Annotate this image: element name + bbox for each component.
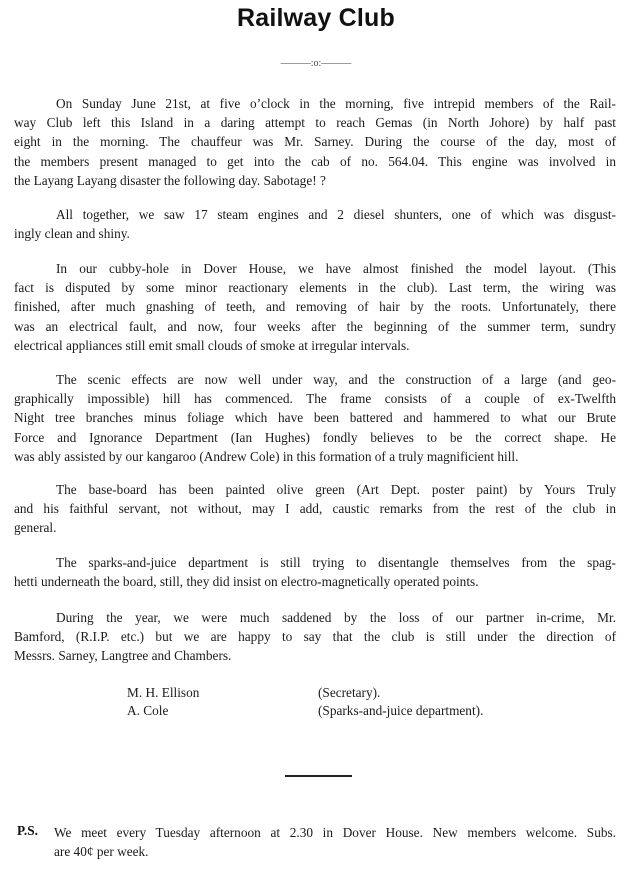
text-line: way Club left this Island in a daring attempt to reach Gemas (in North Johore) by half past: [14, 115, 616, 131]
text-line: was ably assisted by our kangaroo (Andrew Cole) in this formation of a truly magnificient hill.: [14, 448, 519, 464]
text-line: fact is disputed by some minor reactionary elements in the club). Last term, the wiring was: [14, 280, 616, 296]
text-line: We meet every Tuesday afternoon at 2.30 in Dover House. New members welcome. Subs.: [54, 825, 616, 840]
text-line: graphically impossible) hill has commenced. The frame consists of a couple of ex-Twelfth: [14, 391, 616, 407]
text-line: the members present managed to get into the cab of no. 564.04. This engine was involved in: [14, 153, 616, 169]
text-line: ingly clean and shiny.: [14, 226, 130, 242]
text-line: are 40¢ per week.: [54, 844, 149, 859]
text-line: was an electrical fault, and now, four weeks after the beginning of the summer term, sundry: [14, 318, 616, 334]
text-line: Night tree branches minus foliage which have been battered and hammered to what our Brute: [14, 410, 616, 426]
postscript-label: P.S.: [17, 823, 38, 838]
text-line: In our cubby-hole in Dover House, we have almost finished the model layout. (This: [56, 261, 616, 276]
text-line: The sparks-and-juice department is still trying to disentangle themselves from the spag-: [56, 555, 616, 570]
text-line: electrical appliances still emit small clouds of smoke at irregular intervals.: [14, 337, 410, 353]
signature-name: M. H. Ellison: [127, 685, 200, 700]
paragraph-layout: [14, 259, 616, 355]
text-line: Force and Ignorance Department (Ian Hughes) fondly believes to be the correct shape. He: [14, 429, 616, 445]
text-line: All together, we saw 17 steam engines and 2 diesel shunters, one of which was disgust-: [56, 207, 616, 222]
text-line: The base-board has been painted olive green (Art Dept. poster paint) by Yours Truly: [56, 482, 616, 497]
text-line: eight in the morning. The chauffeur was Mr. Sarney. During the course of the day, most of: [14, 134, 616, 150]
paragraph-baseboard: [14, 480, 616, 538]
text-line: During the year, we were much saddened by the loss of our partner in-crime, Mr.: [56, 610, 616, 625]
text-line: Bamford, (R.I.P. etc.) but we are happy to say that the club is still under the direction of: [14, 629, 616, 645]
text-line: finished, after much gnashing of teeth, and removing of hair by the roots. Unfortunately, there: [14, 299, 616, 315]
signature-name: A. Cole: [127, 703, 169, 718]
paragraph-engines: [14, 205, 616, 243]
text-line: the Layang Layang disaster the following day. Sabotage! ?: [14, 172, 326, 188]
paragraph-bamford: [14, 608, 616, 666]
ornamental-divider: ———:o:———: [280, 58, 352, 69]
page-title: Railway Club: [237, 4, 395, 32]
postscript-text: [54, 823, 616, 861]
text-line: hetti underneath the board, still, they did insist on electro-magnetically operated points.: [14, 574, 479, 590]
horizontal-rule: [285, 775, 352, 777]
text-line: general.: [14, 520, 57, 536]
signature-role: (Secretary).: [318, 685, 381, 700]
signature-role: (Sparks-and-juice department).: [318, 703, 484, 718]
paragraph-scenic: [14, 370, 616, 466]
text-line: The scenic effects are now well under way, and the construction of a large (and geo-: [56, 372, 616, 387]
text-line: On Sunday June 21st, at five o’clock in the morning, five intrepid members of the Rail-: [56, 96, 616, 111]
text-line: and his faithful servant, not without, may I add, caustic remarks from the rest of the club in: [14, 501, 616, 517]
paragraph-sparks: [14, 553, 616, 591]
paragraph-trip: [14, 94, 616, 190]
text-line: Messrs. Sarney, Langtree and Chambers.: [14, 648, 232, 664]
